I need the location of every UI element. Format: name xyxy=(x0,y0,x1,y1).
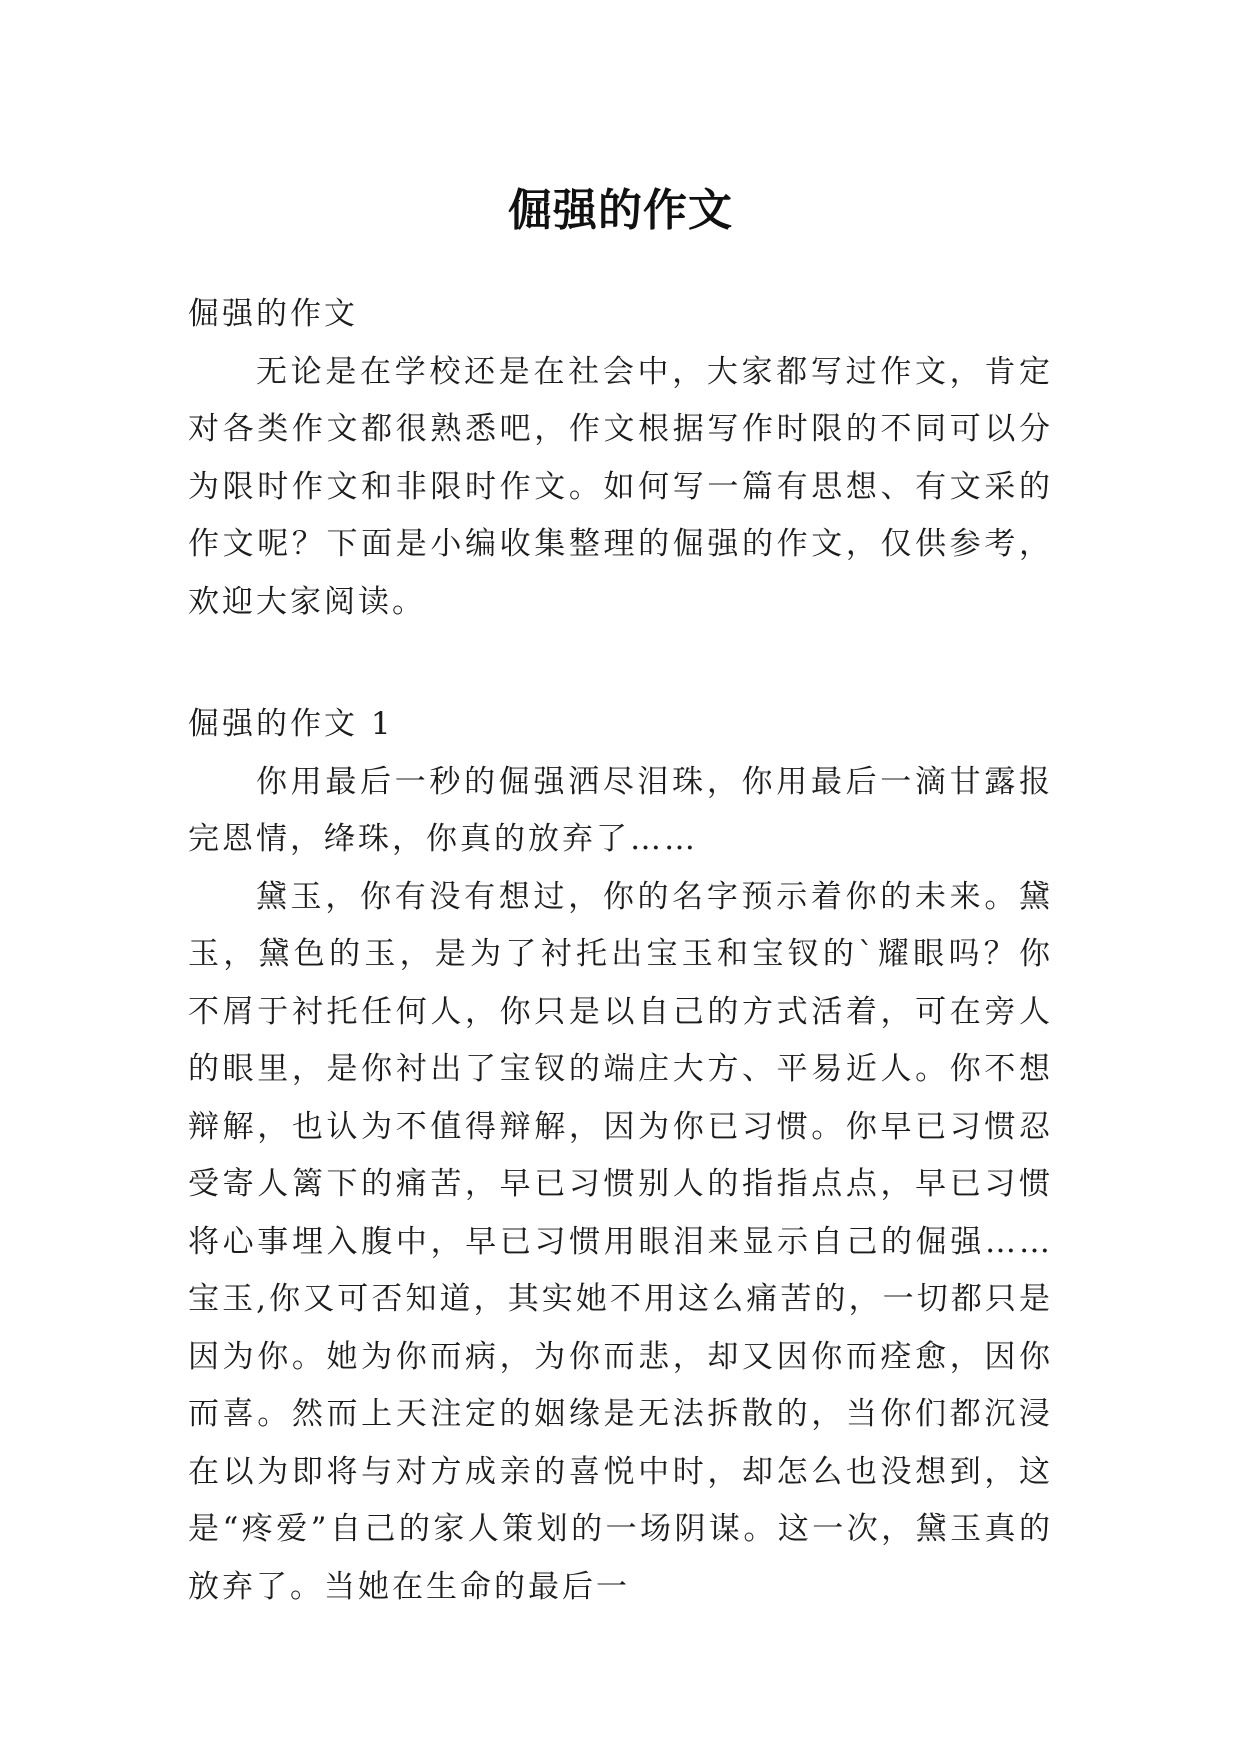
intro-section xyxy=(188,286,1053,631)
essay-1-section xyxy=(188,696,1053,1616)
document-title: 倔强的作文 xyxy=(508,185,733,237)
essay-1-paragraph-2: 黛玉，你有没有想过，你的名字预示着你的未来。黛玉，黛色的玉，是为了衬托出宝玉和宝钗的`耀眼吗？你不屑于衬托任何人，你只是以自己的方式活着，可在旁人的眼里，是你衬出了宝钗的端庄大方、平易近人。你不想辩解，也认为不值得辩解，因为你已习惯。你早已习惯忍受寄人篱下的痛苦，早已习惯别人的指指点点，早已习惯将心事埋入腹中，早已习惯用眼泪来显示自己的倔强……宝玉,你又可否知道，其实她不用这么痛苦的，一切都只是因为你。她为你而病，为你而悲，却又因你而痊愈，因你而喜。然而上天注定的姻缘是无法拆散的，当你们都沉浸在以为即将与对方成亲的喜悦中时，却怎么也没想到，这是“疼爱”自己的家人策划的一场阴谋。这一次，黛玉真的放弃了。当她在生命的最后一 xyxy=(188,878,1053,1605)
intro-paragraph: 无论是在学校还是在社会中，大家都写过作文，肯定对各类作文都很熟悉吧，作文根据写作时限的不同可以分为限时作文和非限时作文。如何写一篇有思想、有文采的作文呢？下面是小编收集整理的倔强的作文，仅供参考，欢迎大家阅读。 xyxy=(188,353,1053,620)
intro-heading: 倔强的作文 xyxy=(188,296,358,332)
essay-1-heading: 倔强的作文 1 xyxy=(188,706,394,742)
essay-1-paragraph-1: 你用最后一秒的倔强洒尽泪珠，你用最后一滴甘露报完恩情，绛珠，你真的放弃了…… xyxy=(188,763,1053,857)
